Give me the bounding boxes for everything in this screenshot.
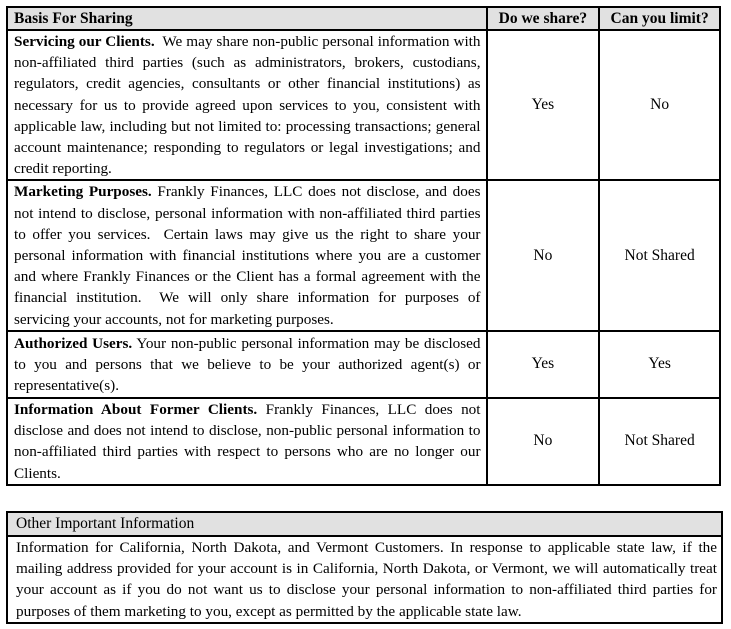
other-info-body: Information for California, North Dakota, and Vermont Customers. In response to applicable state law, if the mailing address provided for your account is in California, North Dakota, or Vermont, we will automatically treat your account as if you do not want us to disclose your personal information to non-affiliated third parties for purposes of them marketing to you, except as permitted by the applicable state law. [7,536,722,623]
basis-cell [7,180,487,330]
can-you-limit-value: Yes [599,331,720,398]
do-we-share-value: Yes [487,331,600,398]
table-row [7,30,720,180]
other-information-table [6,511,723,624]
do-we-share-value: Yes [487,30,600,180]
header-do-we-share: Do we share? [487,7,600,30]
can-you-limit-value: No [599,30,720,180]
basis-cell [7,398,487,485]
sharing-basis-table [6,6,721,486]
basis-text: Your non-public personal information may be disclosed to you and persons that we believe to be your authorized agent(s) or representative(s). [14,334,485,394]
do-we-share-value: No [487,398,600,485]
basis-lead: Information About Former Clients. [14,400,258,418]
can-you-limit-value: Not Shared [599,398,720,485]
basis-cell [7,30,487,180]
table-row [7,398,720,485]
basis-text: Frankly Finances, LLC does not disclose, and does not intend to disclose, personal information with non-affiliated third parties to offer you services. Certain laws may give us the right to share your personal information with financial institutions where you are a customer and where Frankly Finances or the Client has a formal agreement with the financial institution. We will only share information for purposes of servicing your accounts, not for marketing purposes. [14,183,485,328]
table-header-row [7,7,720,30]
basis-lead: Servicing our Clients. [14,33,155,50]
header-basis-for-sharing: Basis For Sharing [7,7,487,30]
other-info-header-row [7,512,722,536]
basis-text: Frankly Finances, LLC does not disclose and does not intend to disclose, non-public personal information to non-affiliated third parties with respect to persons who are no longer our Clients. [14,400,485,482]
other-info-body-row [7,536,722,623]
table-row [7,331,720,398]
table-row [7,180,720,330]
header-can-you-limit: Can you limit? [599,7,720,30]
do-we-share-value: No [487,180,600,330]
basis-text: We may share non-public personal information with non-affiliated third parties (such as administrators, brokers, custodians, regulators, credit agencies, consultants or other financial institutions) as necessary for us to provide agreed upon services to you, consistent with applicable law, including but not limited to: processing transactions; general account maintenance; responding to regulators or legal investigations; and credit reporting. [14,33,485,178]
basis-lead: Authorized Users. [14,334,133,352]
other-info-header: Other Important Information [7,512,722,536]
basis-cell [7,331,487,398]
basis-lead: Marketing Purposes. [14,183,152,201]
can-you-limit-value: Not Shared [599,180,720,330]
